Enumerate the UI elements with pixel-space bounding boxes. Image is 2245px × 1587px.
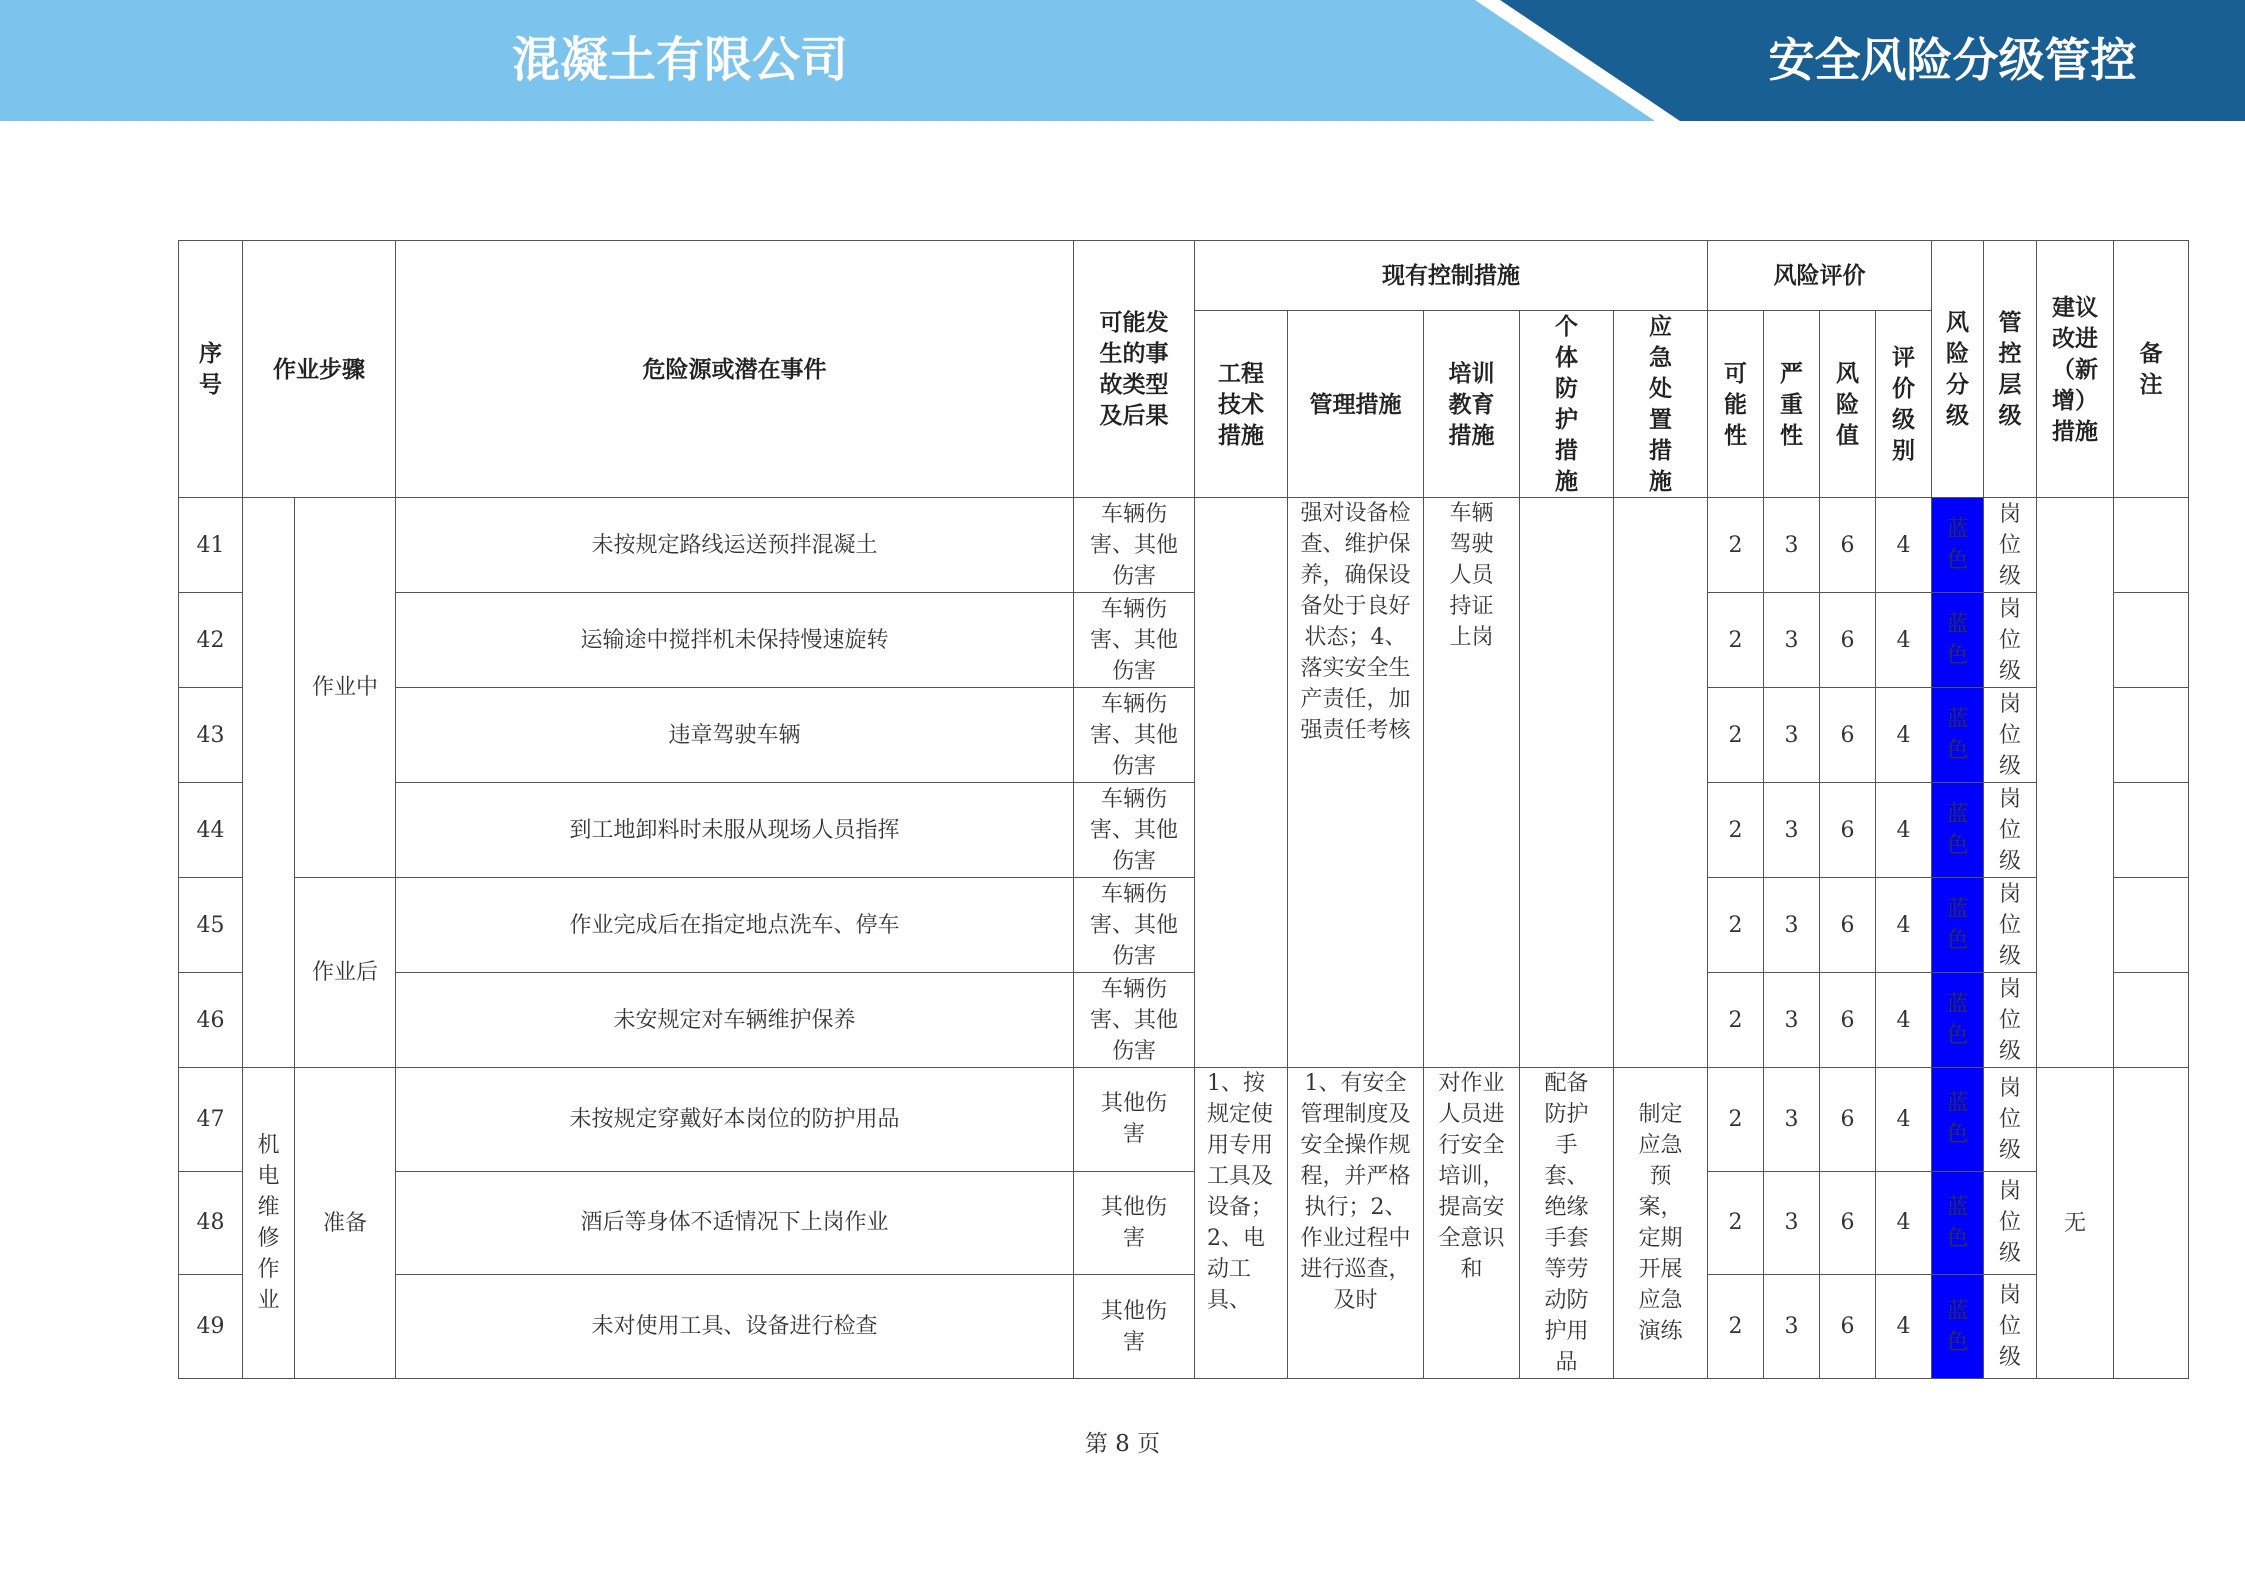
header-training: 培训教育措施 bbox=[1424, 311, 1520, 498]
consequence-cell: 车辆伤害、其他伤害 bbox=[1074, 973, 1195, 1068]
risk-table bbox=[178, 240, 2189, 1379]
risk-value-cell: 6 bbox=[1820, 973, 1876, 1068]
hazard-cell: 作业完成后在指定地点洗车、停车 bbox=[396, 878, 1074, 973]
hazard-cell: 未按规定穿戴好本岗位的防护用品 bbox=[396, 1068, 1074, 1172]
header-eval-level: 评价级别 bbox=[1876, 311, 1932, 498]
company-name: 混凝土有限公司 bbox=[511, 32, 848, 88]
eval-level-cell: 4 bbox=[1876, 688, 1932, 783]
risk-grade-cell: 蓝色 bbox=[1932, 973, 1984, 1068]
table-row bbox=[179, 498, 2189, 593]
consequence-cell: 其他伤害 bbox=[1074, 1171, 1195, 1275]
consequence-cell: 其他伤害 bbox=[1074, 1068, 1195, 1172]
seq-cell: 49 bbox=[179, 1275, 243, 1379]
consequence-cell: 车辆伤害、其他伤害 bbox=[1074, 498, 1195, 593]
control-level-cell: 岗位级 bbox=[1984, 973, 2037, 1068]
remark-cell bbox=[2114, 783, 2189, 878]
control-level-cell: 岗位级 bbox=[1984, 1275, 2037, 1379]
header-likelihood: 可能性 bbox=[1708, 311, 1764, 498]
risk-grade-cell: 蓝色 bbox=[1932, 1068, 1984, 1172]
header-severity: 严重性 bbox=[1764, 311, 1820, 498]
severity-cell: 3 bbox=[1764, 498, 1820, 593]
step-prepare: 准备 bbox=[295, 1068, 396, 1379]
table-row bbox=[179, 973, 2189, 1068]
header-evaluation: 风险评价 bbox=[1708, 241, 1932, 311]
control-level-cell: 岗位级 bbox=[1984, 878, 2037, 973]
risk-grade-cell: 蓝色 bbox=[1932, 783, 1984, 878]
risk-grade-cell: 蓝色 bbox=[1932, 1275, 1984, 1379]
seq-cell: 43 bbox=[179, 688, 243, 783]
severity-cell: 3 bbox=[1764, 593, 1820, 688]
suggestion-cell: 无 bbox=[2037, 1068, 2114, 1379]
suggestion-cell bbox=[2037, 498, 2114, 1068]
risk-grade-cell: 蓝色 bbox=[1932, 593, 1984, 688]
risk-grade-cell: 蓝色 bbox=[1932, 1171, 1984, 1275]
risk-value-cell: 6 bbox=[1820, 1275, 1876, 1379]
likelihood-cell: 2 bbox=[1708, 688, 1764, 783]
control-level-cell: 岗位级 bbox=[1984, 1171, 2037, 1275]
remark-cell bbox=[2114, 973, 2189, 1068]
remark-cell bbox=[2114, 498, 2189, 593]
hazard-cell: 未对使用工具、设备进行检查 bbox=[396, 1275, 1074, 1379]
control-level-cell: 岗位级 bbox=[1984, 783, 2037, 878]
header-engineering: 工程技术措施 bbox=[1195, 311, 1288, 498]
step-group-cell bbox=[243, 498, 295, 1068]
severity-cell: 3 bbox=[1764, 973, 1820, 1068]
step-after: 作业后 bbox=[295, 878, 396, 1068]
remark-cell bbox=[2114, 878, 2189, 973]
engineering-cell: 1、按规定使用专用工具及设备；2、电动工具、 bbox=[1195, 1068, 1288, 1379]
risk-value-cell: 6 bbox=[1820, 1171, 1876, 1275]
header-risk-grade: 风险分级 bbox=[1932, 241, 1984, 498]
document-title: 安全风险分级管控 bbox=[1768, 33, 2137, 87]
table-row bbox=[179, 878, 2189, 973]
risk-value-cell: 6 bbox=[1820, 688, 1876, 783]
likelihood-cell: 2 bbox=[1708, 593, 1764, 688]
page-number: 第 8 页 bbox=[1084, 1431, 1161, 1457]
likelihood-cell: 2 bbox=[1708, 878, 1764, 973]
step-during: 作业中 bbox=[295, 498, 396, 878]
eval-level-cell: 4 bbox=[1876, 498, 1932, 593]
seq-cell: 46 bbox=[179, 973, 243, 1068]
eval-level-cell: 4 bbox=[1876, 878, 1932, 973]
likelihood-cell: 2 bbox=[1708, 1171, 1764, 1275]
eval-level-cell: 4 bbox=[1876, 973, 1932, 1068]
table-row bbox=[179, 688, 2189, 783]
risk-value-cell: 6 bbox=[1820, 783, 1876, 878]
header-control-level: 管控层级 bbox=[1984, 241, 2037, 498]
likelihood-cell: 2 bbox=[1708, 973, 1764, 1068]
risk-value-cell: 6 bbox=[1820, 498, 1876, 593]
likelihood-cell: 2 bbox=[1708, 783, 1764, 878]
consequence-cell: 车辆伤害、其他伤害 bbox=[1074, 783, 1195, 878]
emergency-cell: 制定应急预案，定期开展应急演练 bbox=[1614, 1068, 1708, 1379]
hazard-cell: 到工地卸料时未服从现场人员指挥 bbox=[396, 783, 1074, 878]
seq-cell: 42 bbox=[179, 593, 243, 688]
header-remark: 备注 bbox=[2114, 241, 2189, 498]
remark-cell bbox=[2114, 593, 2189, 688]
consequence-cell: 车辆伤害、其他伤害 bbox=[1074, 688, 1195, 783]
severity-cell: 3 bbox=[1764, 1275, 1820, 1379]
likelihood-cell: 2 bbox=[1708, 1275, 1764, 1379]
header-hazard: 危险源或潜在事件 bbox=[396, 241, 1074, 498]
eval-level-cell: 4 bbox=[1876, 783, 1932, 878]
ppe-cell: 配备防护手套、绝缘手套等劳动防护用品 bbox=[1520, 1068, 1614, 1379]
management-cell: 强对设备检查、维护保养，确保设备处于良好状态；4、落实安全生产责任，加强责任考核 bbox=[1288, 498, 1424, 1068]
step-electromech: 机电维修作业 bbox=[243, 1068, 295, 1379]
seq-cell: 41 bbox=[179, 498, 243, 593]
header-seq: 序号 bbox=[179, 241, 243, 498]
header-management: 管理措施 bbox=[1288, 311, 1424, 498]
hazard-cell: 违章驾驶车辆 bbox=[396, 688, 1074, 783]
header-banner bbox=[0, 0, 2245, 121]
risk-grade-cell: 蓝色 bbox=[1932, 688, 1984, 783]
training-cell: 对作业人员进行安全培训，提高安全意识和 bbox=[1424, 1068, 1520, 1379]
hazard-cell: 酒后等身体不适情况下上岗作业 bbox=[396, 1171, 1074, 1275]
management-cell: 1、有安全管理制度及安全操作规程，并严格执行；2、作业过程中进行巡查，及时 bbox=[1288, 1068, 1424, 1379]
likelihood-cell: 2 bbox=[1708, 1068, 1764, 1172]
table-row bbox=[179, 1275, 2189, 1379]
seq-cell: 48 bbox=[179, 1171, 243, 1275]
eval-level-cell: 4 bbox=[1876, 593, 1932, 688]
header-risk-value: 风险值 bbox=[1820, 311, 1876, 498]
ppe-cell bbox=[1520, 498, 1614, 1068]
hazard-cell: 运输途中搅拌机未保持慢速旋转 bbox=[396, 593, 1074, 688]
remark-cell bbox=[2114, 688, 2189, 783]
table-row bbox=[179, 783, 2189, 878]
seq-cell: 44 bbox=[179, 783, 243, 878]
seq-cell: 45 bbox=[179, 878, 243, 973]
risk-value-cell: 6 bbox=[1820, 878, 1876, 973]
hazard-cell: 未安规定对车辆维护保养 bbox=[396, 973, 1074, 1068]
eval-level-cell: 4 bbox=[1876, 1171, 1932, 1275]
severity-cell: 3 bbox=[1764, 1068, 1820, 1172]
header-suggestion: 建议改进（新增）措施 bbox=[2037, 241, 2114, 498]
control-level-cell: 岗位级 bbox=[1984, 688, 2037, 783]
table-row bbox=[179, 1171, 2189, 1275]
hazard-cell: 未按规定路线运送预拌混凝土 bbox=[396, 498, 1074, 593]
consequence-cell: 其他伤害 bbox=[1074, 1275, 1195, 1379]
header-controls: 现有控制措施 bbox=[1195, 241, 1708, 311]
table-row bbox=[179, 593, 2189, 688]
remark-cell bbox=[2114, 1068, 2189, 1379]
likelihood-cell: 2 bbox=[1708, 498, 1764, 593]
risk-value-cell: 6 bbox=[1820, 593, 1876, 688]
header-ppe: 个体防护措施 bbox=[1520, 311, 1614, 498]
risk-value-cell: 6 bbox=[1820, 1068, 1876, 1172]
severity-cell: 3 bbox=[1764, 878, 1820, 973]
engineering-cell bbox=[1195, 498, 1288, 1068]
consequence-cell: 车辆伤害、其他伤害 bbox=[1074, 878, 1195, 973]
seq-cell: 47 bbox=[179, 1068, 243, 1172]
control-level-cell: 岗位级 bbox=[1984, 498, 2037, 593]
eval-level-cell: 4 bbox=[1876, 1068, 1932, 1172]
control-level-cell: 岗位级 bbox=[1984, 593, 2037, 688]
eval-level-cell: 4 bbox=[1876, 1275, 1932, 1379]
risk-grade-cell: 蓝色 bbox=[1932, 498, 1984, 593]
emergency-cell bbox=[1614, 498, 1708, 1068]
consequence-cell: 车辆伤害、其他伤害 bbox=[1074, 593, 1195, 688]
severity-cell: 3 bbox=[1764, 783, 1820, 878]
severity-cell: 3 bbox=[1764, 688, 1820, 783]
header-step: 作业步骤 bbox=[243, 241, 396, 498]
header-emergency: 应急处置措施 bbox=[1614, 311, 1708, 498]
training-cell: 车辆驾驶人员持证上岗 bbox=[1424, 498, 1520, 1068]
severity-cell: 3 bbox=[1764, 1171, 1820, 1275]
risk-grade-cell: 蓝色 bbox=[1932, 878, 1984, 973]
control-level-cell: 岗位级 bbox=[1984, 1068, 2037, 1172]
table-row bbox=[179, 1068, 2189, 1172]
header-consequence: 可能发生的事故类型及后果 bbox=[1074, 241, 1195, 498]
